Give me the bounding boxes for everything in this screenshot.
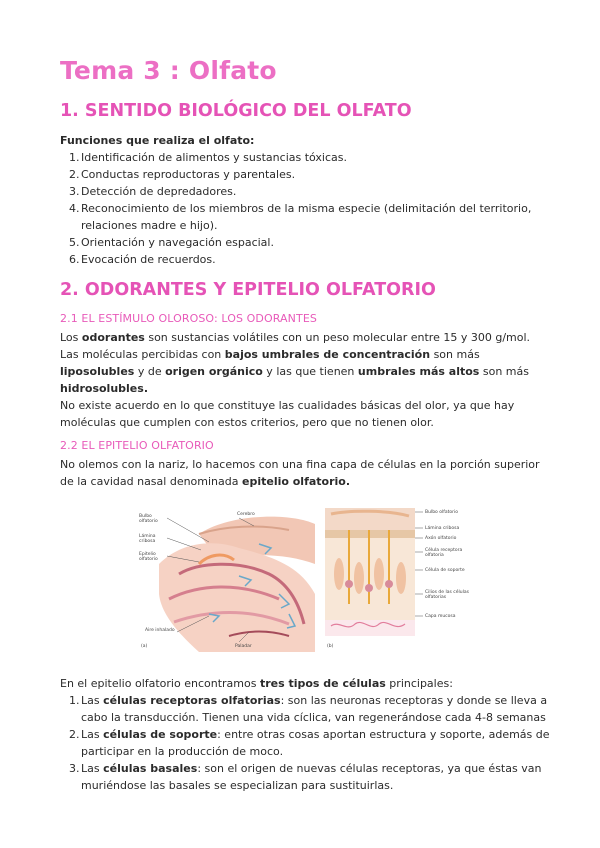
cell-types-intro: En el epitelio olfatorio encontramos tres tipos de células principales: <box>60 677 453 690</box>
olfactory-epithelium-figure <box>139 504 479 652</box>
label-bulbo-olfatorio: Bulbo olfatorio <box>139 514 158 524</box>
label-b-bulbo-olfatorio: Bulbo olfatorio <box>425 510 458 515</box>
panel-b-illustration <box>325 504 423 652</box>
label-aire-inhalado: Aire inhalado <box>145 628 175 633</box>
list-item: 2. Conductas reproductoras y parentales. <box>69 168 296 181</box>
list-item: 3. Las células basales: son el origen de nuevas células receptoras, ya que éstas van muriéndose las basales se especializan para sustituirlas. <box>69 762 542 792</box>
label-cerebro: Cerebro <box>237 512 255 517</box>
subsection-2-1-heading: 2.1 EL ESTÍMULO OLOROSO: LOS ODORANTES <box>60 312 317 325</box>
functions-intro: Funciones que realiza el olfato: <box>60 134 255 147</box>
list-item: 6. Evocación de recuerdos. <box>69 253 216 266</box>
page-title: Tema 3 : Olfato <box>60 56 277 85</box>
label-b-celula-soporte: Célula de soporte <box>425 568 465 573</box>
list-item: 1. Las células receptoras olfatorias: son las neuronas receptoras y donde se lleva a cabo la transducción. Tienen una vida cíclica, van regenerándose cada 4-8 semanas <box>69 694 548 724</box>
list-item: 3. Detección de depredadores. <box>69 185 237 198</box>
list-item: 2. Las células de soporte: entre otras cosas aportan estructura y soporte, además de participar en la producción de moco. <box>69 728 550 758</box>
label-b-cilios: Cilios de las células olfatorias <box>425 590 469 600</box>
label-b-lamina-cribosa: Lámina cribosa <box>425 526 460 531</box>
list-item: 1. Identificación de alimentos y sustancias tóxicas. <box>69 151 348 164</box>
odorants-paragraph-2: Las moléculas percibidas con bajos umbrales de concentración son más liposolubles y de origen orgánico y las que tienen umbrales más altos son más hidrosolubles. <box>60 348 529 395</box>
odorants-paragraph-1: Los odorantes son sustancias volátiles con un peso molecular entre 15 y 300 g/mol. <box>60 331 531 344</box>
label-panel-b: (b) <box>327 644 334 649</box>
label-b-capa-mucosa: Capa mucosa <box>425 614 456 619</box>
list-item: 5. Orientación y navegación espacial. <box>69 236 274 249</box>
section1-heading: 1. SENTIDO BIOLÓGICO DEL OLFATO <box>60 101 412 121</box>
label-epitelio-olfatorio: Epitelio olfatorio <box>139 552 158 562</box>
label-panel-a: (a) <box>141 644 148 649</box>
odorants-paragraph-3: No existe acuerdo en lo que constituye las cualidades básicas del olor, ya que hay moléculas que cumplen con estos criterios, pero que no tienen olor. <box>60 399 515 429</box>
label-lamina-cribosa: Lámina cribosa <box>139 534 156 544</box>
label-b-axon-olfatorio: Axón olfatorio <box>425 536 457 541</box>
cell-types-list <box>60 692 550 794</box>
subsection-2-2-heading: 2.2 EL EPITELIO OLFATORIO <box>60 439 214 452</box>
section2-heading: 2. ODORANTES Y EPITELIO OLFATORIO <box>60 280 436 300</box>
functions-list <box>60 149 550 268</box>
epithelium-paragraph: No olemos con la nariz, lo hacemos con una fina capa de células en la porción superior de la cavidad nasal denominada epitelio olfatorio. <box>60 458 540 488</box>
label-paladar: Paladar <box>235 644 252 649</box>
document-page <box>60 56 550 794</box>
label-b-celula-receptora: Célula receptora olfatoria <box>425 548 463 558</box>
list-item: 4. Reconocimiento de los miembros de la misma especie (delimitación del territorio, relaciones madre e hijo). <box>69 202 532 232</box>
